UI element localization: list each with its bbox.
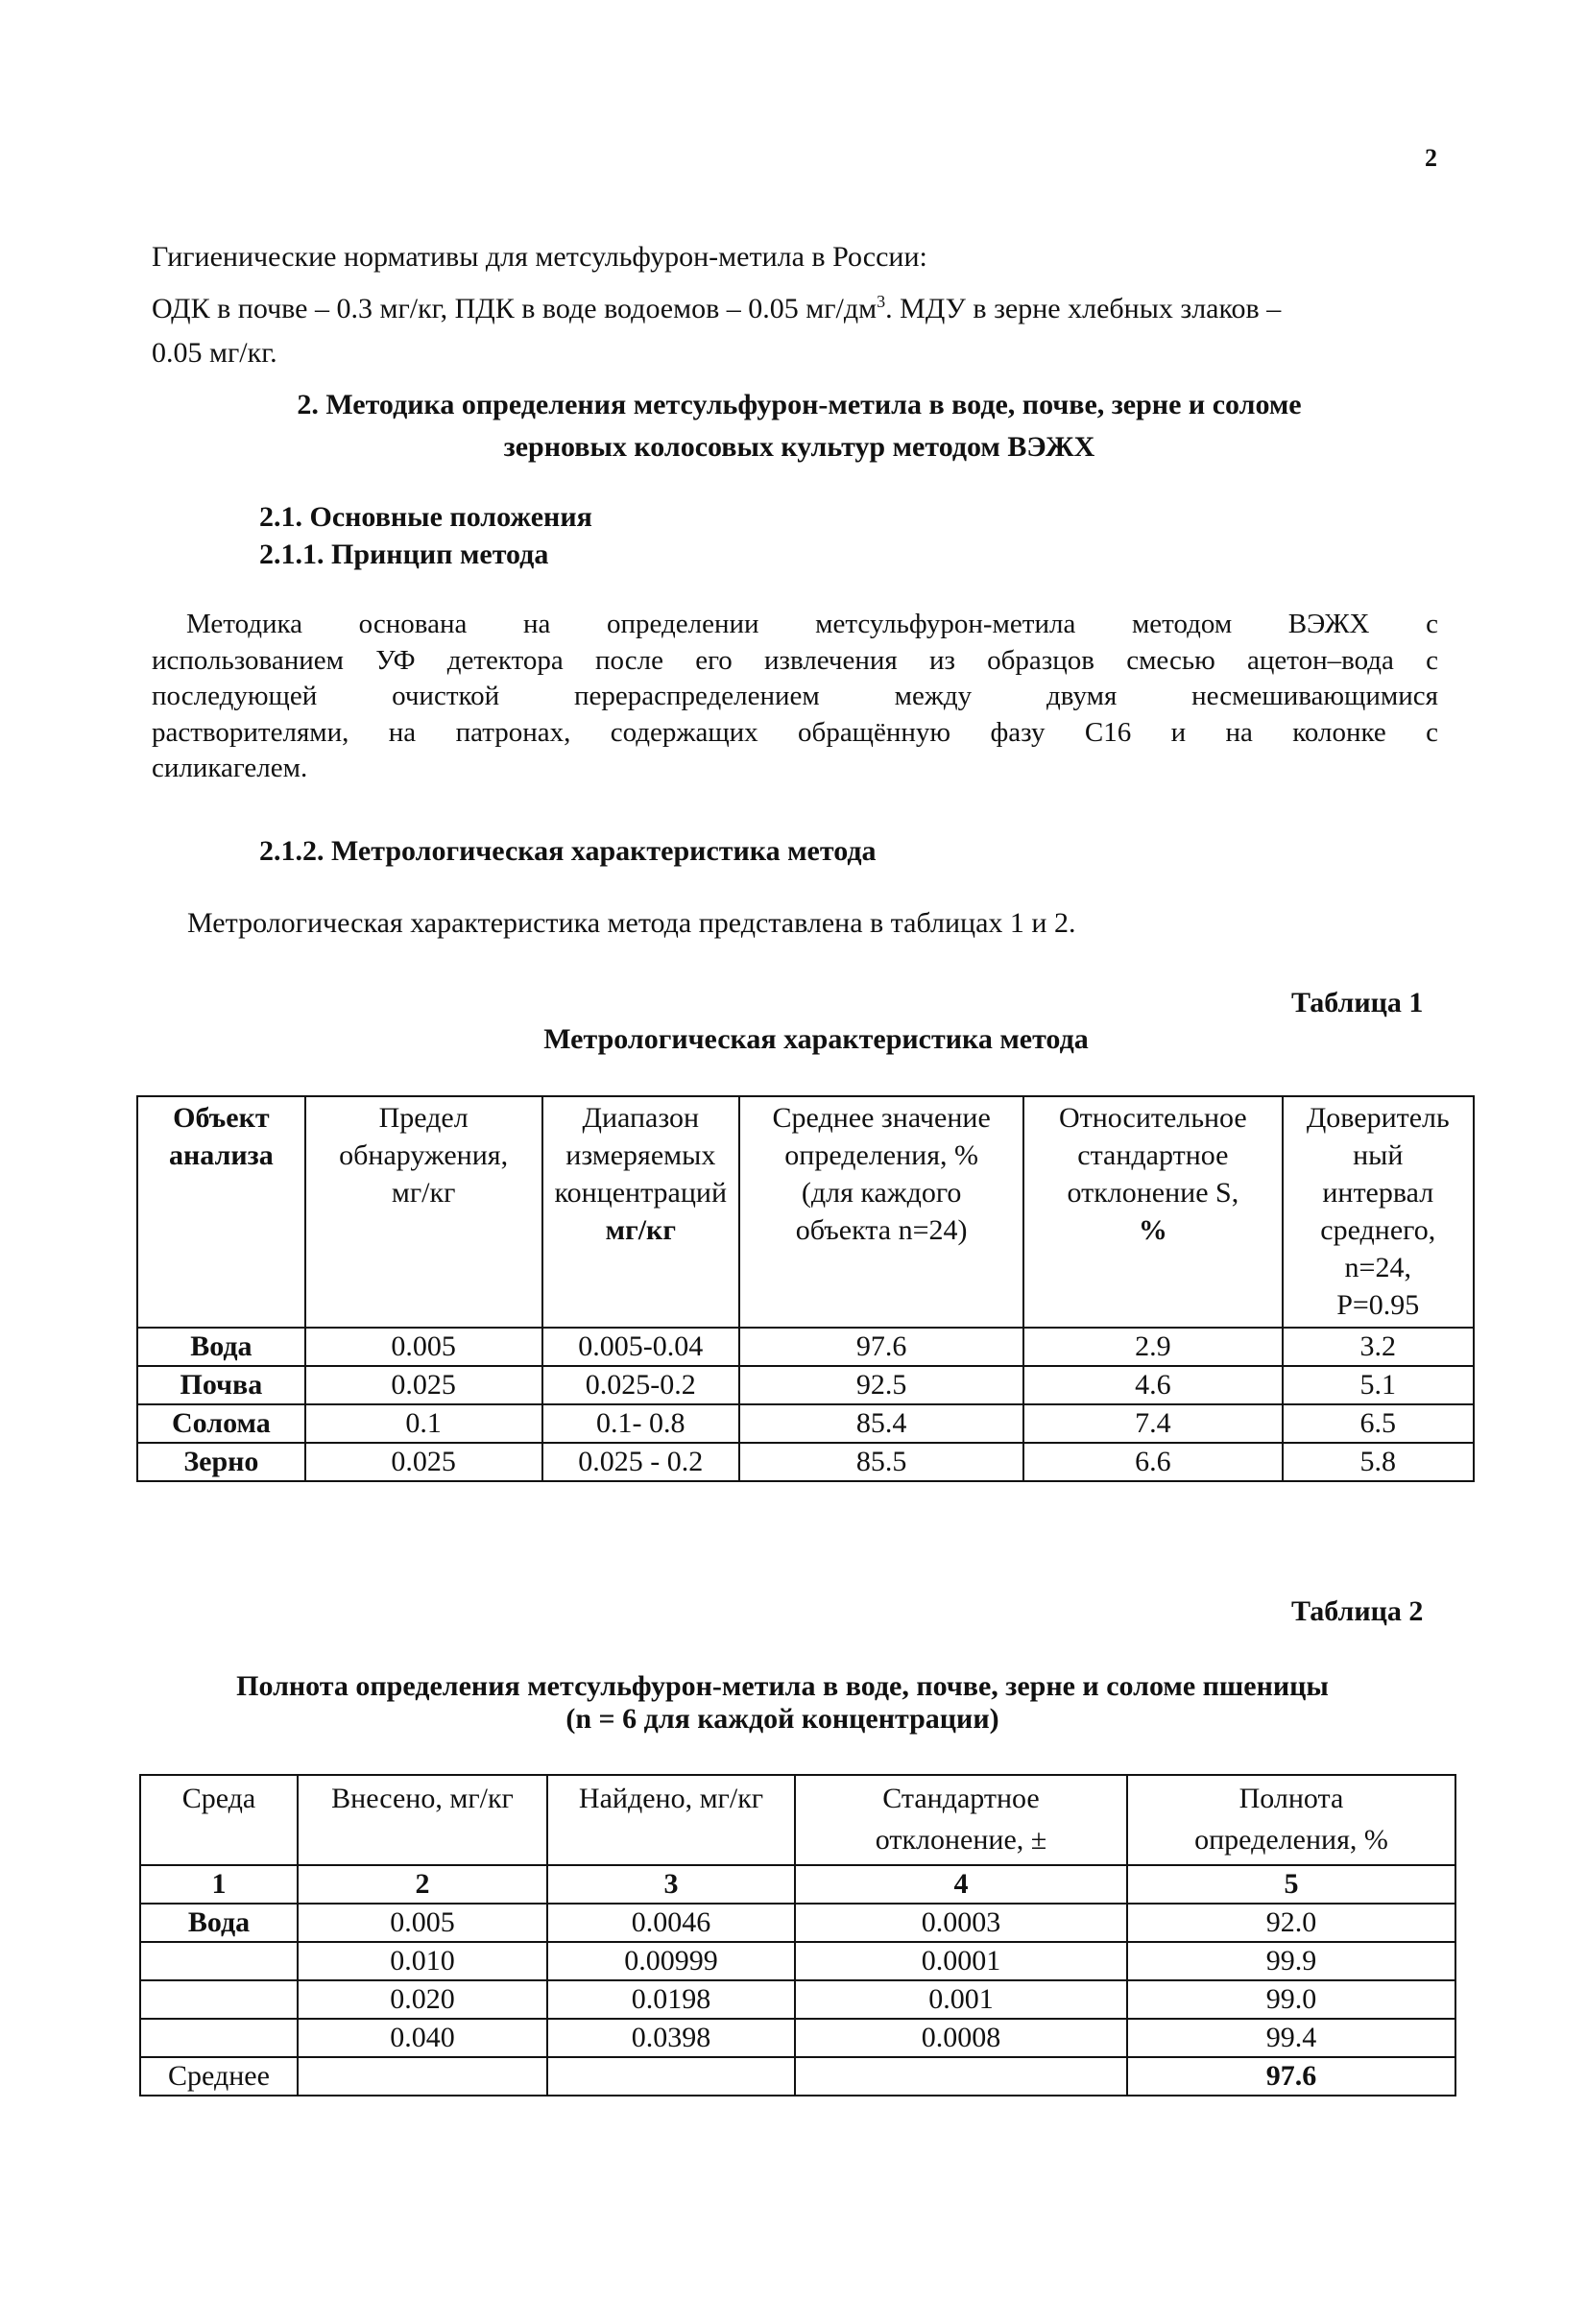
norms-line-2 xyxy=(152,279,1438,331)
header-line: мг/кг xyxy=(391,1177,456,1209)
table1 xyxy=(136,1095,1475,1482)
header-line: Относительное xyxy=(1058,1102,1247,1134)
table-cell: 0.010 xyxy=(298,1942,547,1980)
table-cell xyxy=(140,1942,298,1980)
norms-line-2-sup: 3 xyxy=(877,292,886,311)
table1-header-cell xyxy=(739,1096,1023,1328)
table-cell: 0.025-0.2 xyxy=(542,1366,740,1404)
table-row xyxy=(140,1942,1455,1980)
header-line: Найдено, мг/кг xyxy=(578,1783,764,1814)
header-line: Предел xyxy=(378,1102,469,1134)
header-line: n=24, xyxy=(1344,1252,1411,1283)
table-row xyxy=(137,1328,1474,1366)
header-line: обнаружения, xyxy=(339,1139,509,1171)
table-cell: Вода xyxy=(140,1904,298,1942)
table2-column-numbers xyxy=(140,1865,1455,1904)
metrology-text: Метрологическая характеристика метода представлена в таблицах 1 и 2. xyxy=(187,907,1076,939)
table-row xyxy=(140,1980,1455,2019)
table2-header-cell xyxy=(1127,1775,1455,1865)
table-cell: 99.0 xyxy=(1127,1980,1455,2019)
section-title xyxy=(154,384,1445,468)
header-line: интервал xyxy=(1322,1177,1434,1209)
table-row xyxy=(140,2057,1455,2096)
table-cell: 3.2 xyxy=(1283,1328,1474,1366)
table1-header-cell xyxy=(305,1096,542,1328)
header-line: анализа xyxy=(169,1139,274,1171)
table-cell: 0.00999 xyxy=(547,1942,795,1980)
table2-caption-line-2: (n = 6 для каждой концентрации) xyxy=(565,1703,999,1735)
header-line: отклонение S, xyxy=(1067,1177,1239,1209)
header-line: Полнота xyxy=(1238,1783,1344,1814)
principle-line: последующей очисткой перераспределением между двумя несмешивающимися xyxy=(152,681,1438,711)
table2-header-cell xyxy=(140,1775,298,1865)
header-line: Среда xyxy=(181,1783,256,1814)
table-row xyxy=(140,2019,1455,2057)
table-cell xyxy=(140,1980,298,2019)
table2-label: Таблица 2 xyxy=(1291,1595,1424,1627)
table-cell: Солома xyxy=(137,1404,305,1443)
section-title-line-1: 2. Методика определения метсульфурон-метила в воде, почве, зерне и соломе xyxy=(297,389,1302,420)
table-row xyxy=(140,1904,1455,1942)
header-line: (для каждого xyxy=(801,1177,962,1209)
table-cell: 0.020 xyxy=(298,1980,547,2019)
table-cell: 99.9 xyxy=(1127,1942,1455,1980)
table-cell: 0.0046 xyxy=(547,1904,795,1942)
table-cell: 5.1 xyxy=(1283,1366,1474,1404)
table1-header-cell xyxy=(1283,1096,1474,1328)
table-cell: 0.0398 xyxy=(547,2019,795,2057)
header-line: среднего, xyxy=(1320,1214,1436,1246)
header-line: отклонение, ± xyxy=(875,1824,1047,1856)
section-title-line-2: зерновых колосовых культур методом ВЭЖХ xyxy=(503,431,1095,463)
table2-header-row xyxy=(140,1775,1455,1865)
table-cell: 0.0001 xyxy=(795,1942,1127,1980)
table-row xyxy=(137,1366,1474,1404)
norms-line-2-post: . МДУ в зерне хлебных злаков – xyxy=(885,293,1282,324)
table1-header-cell xyxy=(137,1096,305,1328)
header-line: концентраций xyxy=(554,1177,728,1209)
table-cell: 0.025 xyxy=(305,1366,542,1404)
header-line: мг/кг xyxy=(605,1214,676,1246)
header-line: Объект xyxy=(173,1102,270,1134)
table-cell: 2.9 xyxy=(1023,1328,1282,1366)
table2-caption xyxy=(144,1670,1421,1736)
column-number: 1 xyxy=(140,1865,298,1904)
subsubsection-heading: 2.1.1. Принцип метода xyxy=(259,539,549,570)
page-number: 2 xyxy=(1425,144,1437,172)
table-cell: 97.6 xyxy=(1127,2057,1455,2096)
header-line: ный xyxy=(1353,1139,1404,1171)
table1-header-cell xyxy=(1023,1096,1282,1328)
principle-line: использованием УФ детектора после его извлечения из образцов смесью ацетон–вода с xyxy=(152,644,1438,676)
table-cell: 0.0003 xyxy=(795,1904,1127,1942)
table1-header-row xyxy=(137,1096,1474,1328)
table-cell: 7.4 xyxy=(1023,1404,1282,1443)
table-cell: 0.001 xyxy=(795,1980,1127,2019)
table-cell: 0.005 xyxy=(298,1904,547,1942)
table-cell: 0.005 xyxy=(305,1328,542,1366)
norms-line-1: Гигиенические нормативы для метсульфурон-метила в России: xyxy=(152,241,927,273)
table-cell: 4.6 xyxy=(1023,1366,1282,1404)
table-cell: 0.005-0.04 xyxy=(542,1328,740,1366)
table-cell xyxy=(547,2057,795,2096)
table-cell: 0.0198 xyxy=(547,1980,795,2019)
table1-label: Таблица 1 xyxy=(1291,987,1424,1018)
header-line: Доверитель xyxy=(1306,1102,1450,1134)
hygiene-norms xyxy=(152,235,1438,375)
table-cell: 0.025 - 0.2 xyxy=(542,1443,740,1481)
table-cell xyxy=(298,2057,547,2096)
norms-line-2-pre: ОДК в почве – 0.3 мг/кг, ПДК в воде водоемов – 0.05 мг/дм xyxy=(152,293,878,324)
table2-caption-line-1: Полнота определения метсульфурон-метила в воде, почве, зерне и соломе пшеницы xyxy=(236,1670,1329,1702)
header-line: % xyxy=(1138,1214,1167,1246)
table2-header-cell xyxy=(795,1775,1127,1865)
principle-line: силикагелем. xyxy=(152,753,308,783)
table-cell: Вода xyxy=(137,1328,305,1366)
subsection-heading: 2.1. Основные положения xyxy=(259,501,592,533)
table2 xyxy=(139,1774,1456,2096)
header-line: Среднее значение xyxy=(772,1102,991,1134)
table-cell: 92.5 xyxy=(739,1366,1023,1404)
method-principle-paragraph xyxy=(152,607,1438,787)
header-line: объекта n=24) xyxy=(795,1214,968,1246)
table-cell xyxy=(140,2019,298,2057)
table-cell: 5.8 xyxy=(1283,1443,1474,1481)
table-cell: Среднее xyxy=(140,2057,298,2096)
table-cell: Почва xyxy=(137,1366,305,1404)
table-cell: 6.5 xyxy=(1283,1404,1474,1443)
column-number: 2 xyxy=(298,1865,547,1904)
table-cell: 0.040 xyxy=(298,2019,547,2057)
table-cell: 0.1 xyxy=(305,1404,542,1443)
table2-header-cell xyxy=(547,1775,795,1865)
table-cell: Зерно xyxy=(137,1443,305,1481)
header-line: P=0.95 xyxy=(1336,1289,1420,1321)
principle-line: растворителями, на патронах, содержащих обращённую фазу С16 и на колонке с xyxy=(152,716,1438,748)
principle-line: Методика основана на определении метсульфурон-метила методом ВЭЖХ с xyxy=(186,609,1438,639)
header-line: Диапазон xyxy=(582,1102,700,1134)
column-number: 5 xyxy=(1127,1865,1455,1904)
table-cell: 0.1- 0.8 xyxy=(542,1404,740,1443)
header-line: Внесено, мг/кг xyxy=(331,1783,514,1814)
table2-header-cell xyxy=(298,1775,547,1865)
column-number: 3 xyxy=(547,1865,795,1904)
header-line: определения, % xyxy=(1194,1824,1388,1856)
header-line: Стандартное xyxy=(882,1783,1040,1814)
table-cell: 85.4 xyxy=(739,1404,1023,1443)
header-line: измеряемых xyxy=(565,1139,716,1171)
table1-caption: Метрологическая характеристика метода xyxy=(543,1023,1089,1055)
table-cell xyxy=(795,2057,1127,2096)
table-cell: 6.6 xyxy=(1023,1443,1282,1481)
table-row xyxy=(137,1443,1474,1481)
table-cell: 0.0008 xyxy=(795,2019,1127,2057)
table-row xyxy=(137,1404,1474,1443)
table-cell: 97.6 xyxy=(739,1328,1023,1366)
table-cell: 0.025 xyxy=(305,1443,542,1481)
table-cell: 85.5 xyxy=(739,1443,1023,1481)
table1-header-cell xyxy=(542,1096,740,1328)
header-line: стандартное xyxy=(1077,1139,1229,1171)
table-cell: 92.0 xyxy=(1127,1904,1455,1942)
norms-line-3: 0.05 мг/кг. xyxy=(152,337,277,369)
header-line: определения, % xyxy=(784,1139,979,1171)
column-number: 4 xyxy=(795,1865,1127,1904)
table-cell: 99.4 xyxy=(1127,2019,1455,2057)
metrology-heading: 2.1.2. Метрологическая характеристика метода xyxy=(259,835,877,867)
